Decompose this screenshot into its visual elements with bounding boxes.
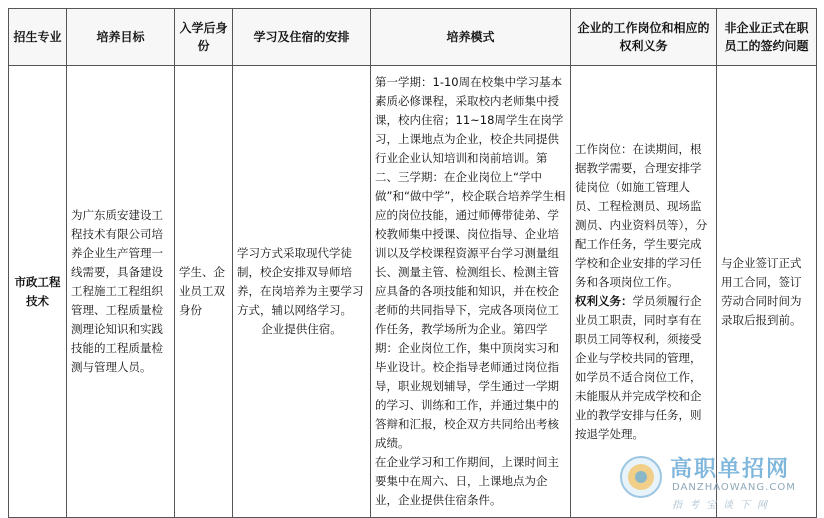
- rights-duties-text: 学员须履行企业员工职责，同时享有在职员工同等权利，须接受企业与学校共同的管理，如学员不适合岗位工作，未能服从并完成学校和企业的教学安排与任务，则按退学处理。: [575, 293, 702, 441]
- mode-schedule: 第一学期：1-10周在校集中学习基本素质必修课程，采取校内老师集中授课，校内住宿；11~18周学生在岗学习，上课地点为企业，校企共同提供行业企业认知培训和岗前培训。第二、三学期：在企业岗位上“学中做”和“做中学”，校企联合培养学生相应的岗位技能，通过师傅带徒弟、学校教师集中授课、岗位指导、企业培训以及学校课程资源平台学习测量组长、测量主管、检测组长、检测主管应具备的各项技能和知识，并在校企老师的共同指导下，完成各项岗位工作任务，教学场所为企业。第四学期：企业岗位工作，集中顶岗实习和毕业设计。校企指导老师通过岗位指导，职业规划辅导，学生通过一学期的学习、训练和工作，并通过集中的答辩和汇报，校企双方共同给出考核成绩。: [375, 75, 566, 450]
- site-watermark: [618, 452, 818, 512]
- header-goal: 培养目标: [67, 9, 175, 66]
- watermark-logo-icon: [618, 454, 664, 500]
- header-contract: 非企业正式在职员工的签约问题: [717, 9, 817, 66]
- mode-housing: 在企业学习和工作期间，上课时间主要集中在周六、日，上课地点为企业，企业提供住宿条件。: [375, 455, 559, 507]
- cell-mode: [371, 66, 571, 518]
- cell-arrangement: [233, 66, 371, 518]
- cell-identity: 学生、企业员工双身份: [175, 66, 233, 518]
- rights-duties-label: 权利义务：: [575, 293, 633, 308]
- cell-goal: 为广东质安建设工程技术有限公司培养企业生产管理一线需要，具备建设工程施工工程组织管理、工程质量检测理论知识和实践技能的工程质量检测与管理人员。: [67, 66, 175, 518]
- rights-duties: [575, 292, 712, 444]
- cell-rights: [571, 66, 717, 518]
- watermark-slogan: 指考宝谈下网: [672, 500, 774, 511]
- arrangement-text: 学习方式采取现代学徒制，校企安排双导师培养，在岗培养为主要学习方式，辅以网络学习。: [237, 246, 364, 317]
- watermark-domain: DANZHAOWANG.COM: [672, 482, 796, 493]
- training-plan-table: [8, 8, 817, 518]
- header-row: [9, 9, 817, 66]
- header-arrangement: 学习及住宿的安排: [233, 9, 371, 66]
- cell-major: 市政工程技术: [9, 66, 67, 518]
- arrangement-housing: 企业提供住宿。: [261, 322, 342, 336]
- header-major: 招生专业: [9, 9, 67, 66]
- watermark-title: 高职单招网: [670, 457, 791, 482]
- header-identity: 入学后身份: [175, 9, 233, 66]
- header-rights: 企业的工作岗位和相应的权利义务: [571, 9, 717, 66]
- table-row: [9, 66, 817, 518]
- rights-positions: 工作岗位：在读期间，根据教学需要，合理安排学徒岗位（如施工管理人员、工程检测员、现场监测员、内业资料员等），分配工作任务，学生要完成学校和企业安排的学习任务和各项岗位工作。: [575, 141, 708, 289]
- cell-contract: 与企业签订正式用工合同，签订劳动合同时间为录取后报到前。: [717, 66, 817, 518]
- header-mode: 培养模式: [371, 9, 571, 66]
